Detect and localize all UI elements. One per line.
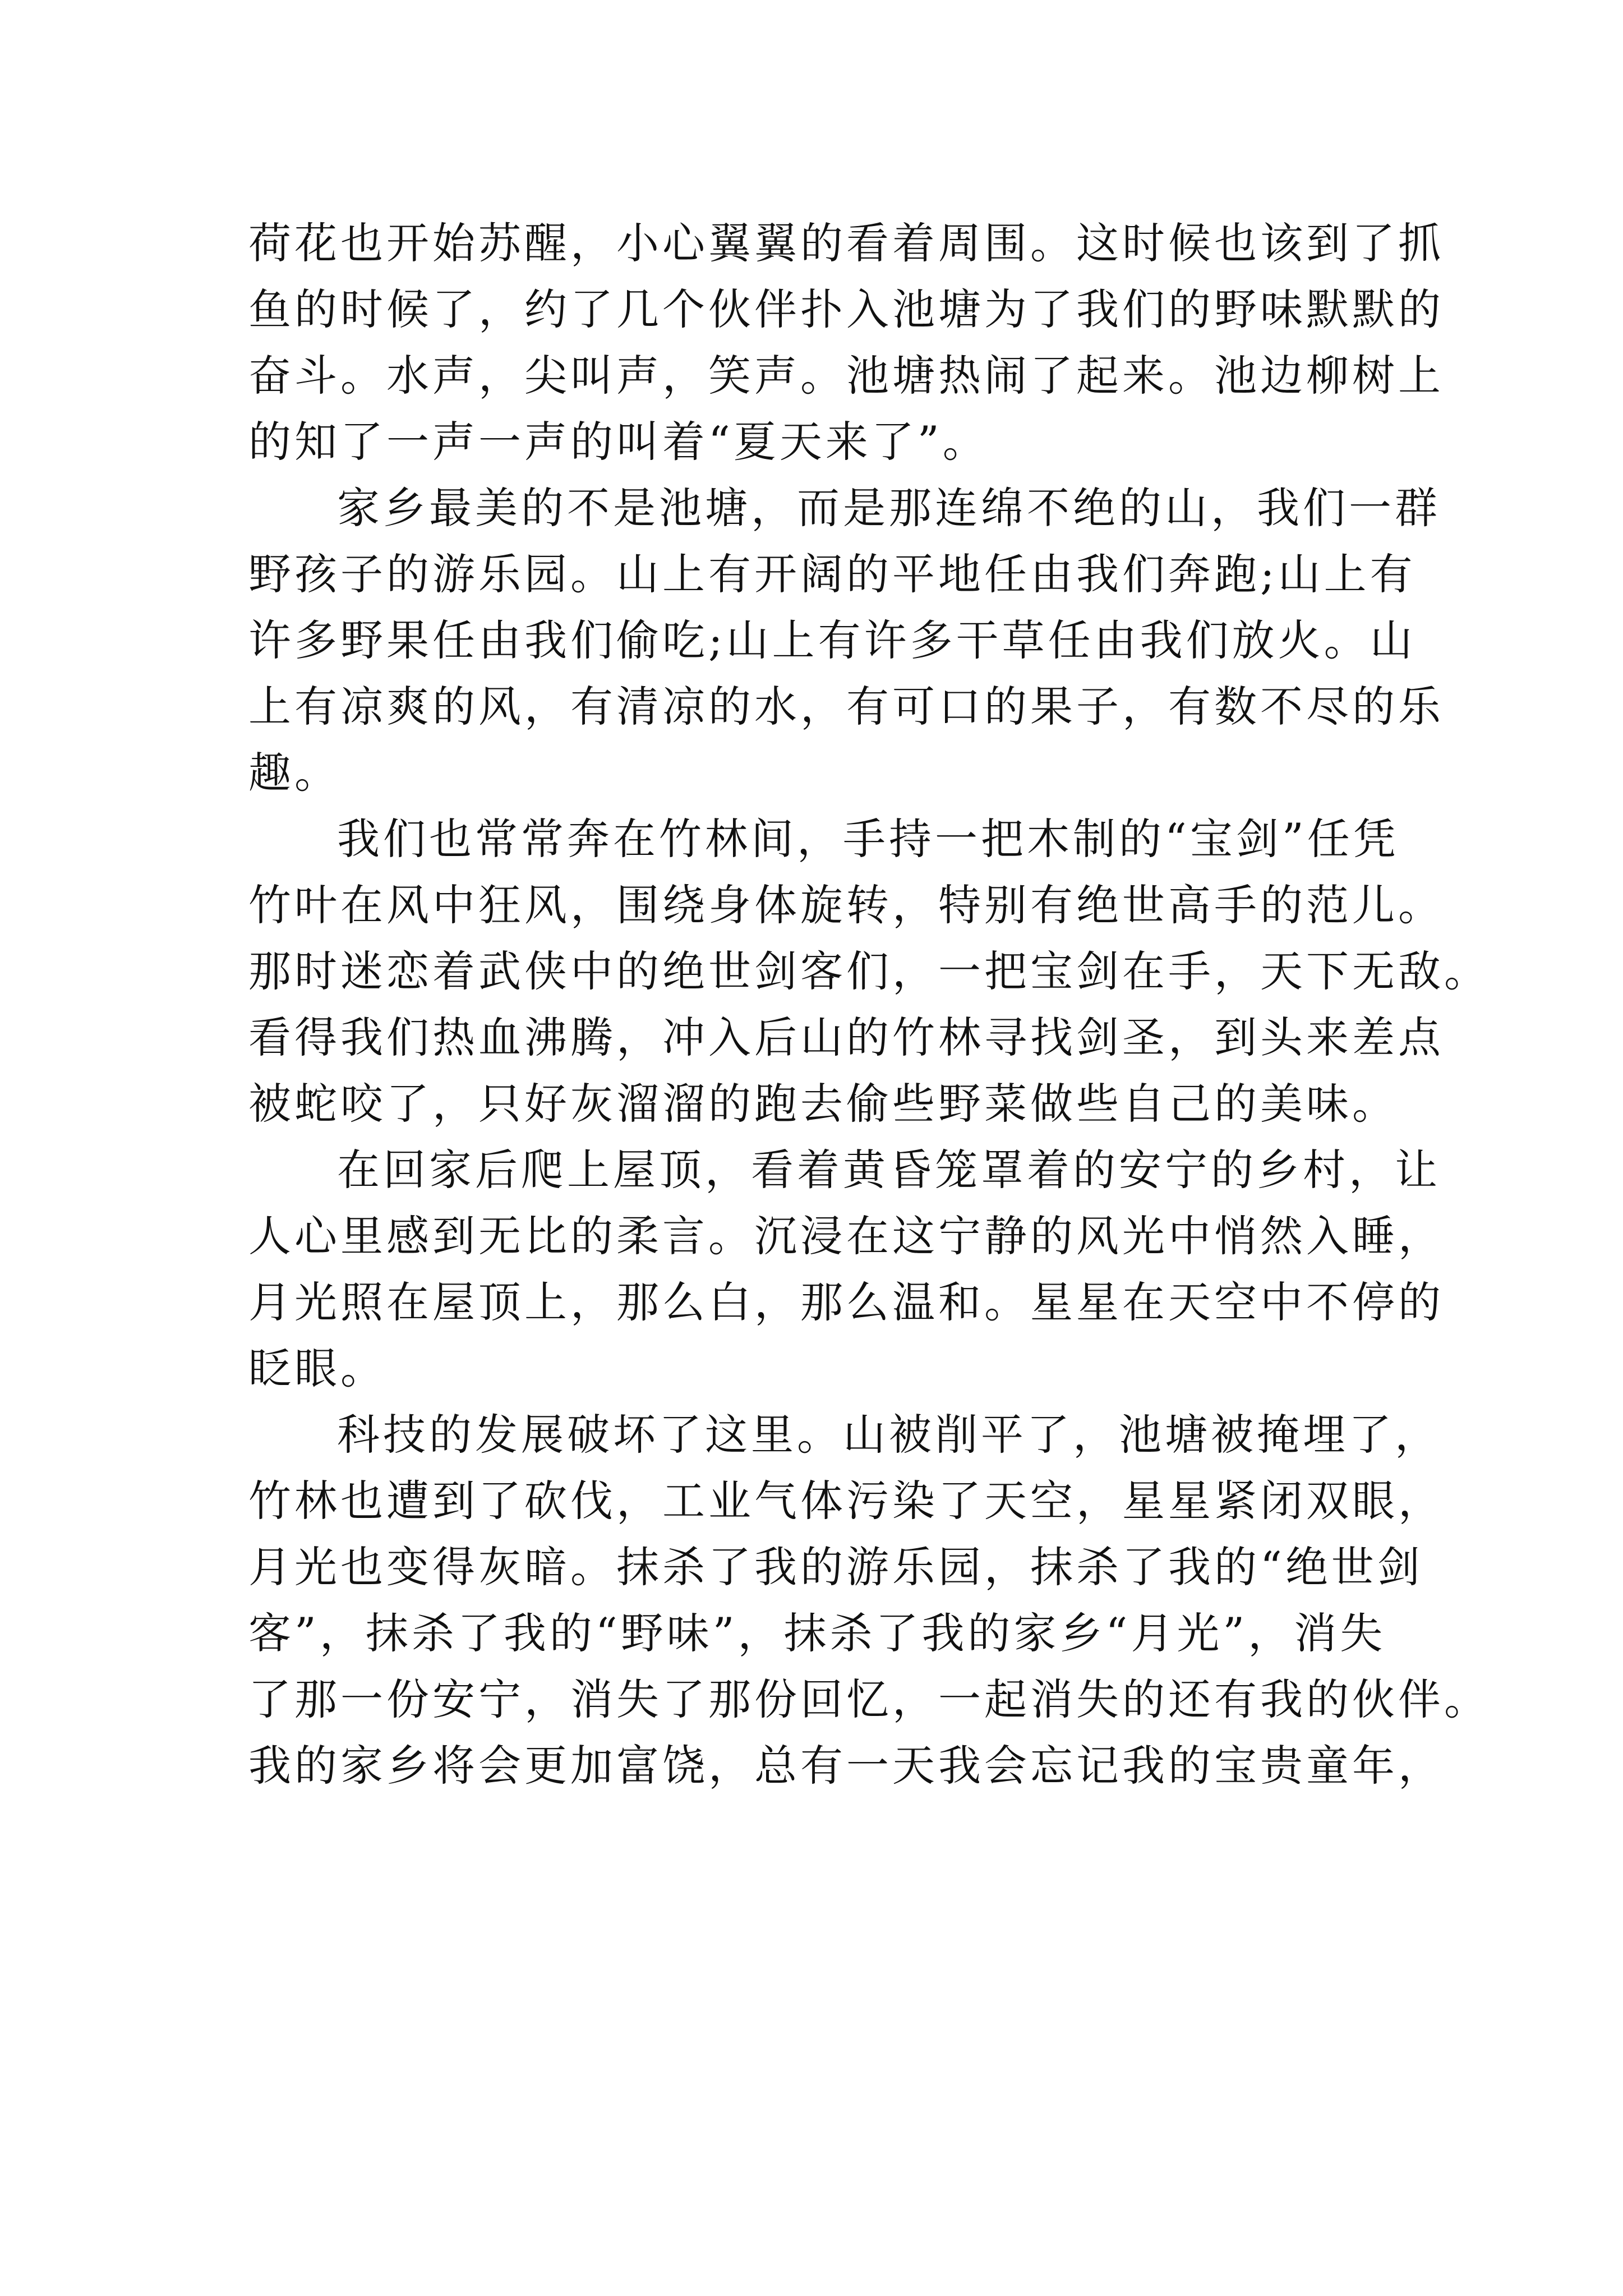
text-line: 眨眼。 xyxy=(248,1343,386,1393)
paragraph-first-line: 我们也常常奔在竹林间，手持一把木制的“宝剑”任凭 xyxy=(337,814,1399,864)
text-line: 那时迷恋着武侠中的绝世剑客们，一把宝剑在手，天下无敌。 xyxy=(248,946,1490,996)
paragraph-first-line: 科技的发展破坏了这里。山被削平了，池塘被掩埋了， xyxy=(337,1410,1441,1460)
text-line: 的知了一声一声的叫着“夏天来了”。 xyxy=(248,417,989,467)
text-line: 客”，抹杀了我的“野味”，抹杀了我的家乡“月光”，消失 xyxy=(248,1608,1386,1658)
text-line: 竹叶在风中狂风，围绕身体旋转，特别有绝世高手的范儿。 xyxy=(248,880,1444,930)
text-line: 月光照在屋顶上，那么白，那么温和。星星在天空中不停的 xyxy=(248,1277,1444,1327)
text-line: 看得我们热血沸腾，冲入后山的竹林寻找剑圣，到头来差点 xyxy=(248,1013,1444,1062)
text-line: 趣。 xyxy=(248,748,340,798)
text-line: 鱼的时候了，约了几个伙伴扑入池塘为了我们的野味默默的 xyxy=(248,284,1444,334)
text-line: 荷花也开始苏醒，小心翼翼的看着周围。这时候也该到了抓 xyxy=(248,218,1444,268)
text-line: 了那一份安宁，消失了那份回忆，一起消失的还有我的伙伴。 xyxy=(248,1674,1490,1724)
text-line: 被蛇咬了，只好灰溜溜的跑去偷些野菜做些自己的美味。 xyxy=(248,1079,1398,1129)
text-line: 月光也变得灰暗。抹杀了我的游乐园，抹杀了我的“绝世剑 xyxy=(248,1542,1423,1592)
paragraph-first-line: 家乡最美的不是池塘，而是那连绵不绝的山，我们一群 xyxy=(337,483,1441,533)
text-line: 野孩子的游乐园。山上有开阔的平地任由我们奔跑;山上有 xyxy=(248,549,1416,599)
paragraph-first-line: 在回家后爬上屋顶，看着黄昏笼罩着的安宁的乡村，让 xyxy=(337,1145,1441,1195)
text-line: 许多野果任由我们偷吃;山上有许多干草任由我们放火。山 xyxy=(248,615,1416,665)
text-line: 竹林也遭到了砍伐，工业气体污染了天空，星星紧闭双眼， xyxy=(248,1476,1444,1526)
text-line: 奋斗。水声，尖叫声，笑声。池塘热闹了起来。池边柳树上 xyxy=(248,351,1444,401)
body-text xyxy=(248,210,1490,1799)
text-line: 人心里感到无比的柔言。沉浸在这宁静的风光中悄然入睡， xyxy=(248,1211,1444,1261)
text-line: 我的家乡将会更加富饶，总有一天我会忘记我的宝贵童年， xyxy=(248,1741,1444,1791)
text-line: 上有凉爽的风，有清凉的水，有可口的果子，有数不尽的乐 xyxy=(248,682,1444,731)
